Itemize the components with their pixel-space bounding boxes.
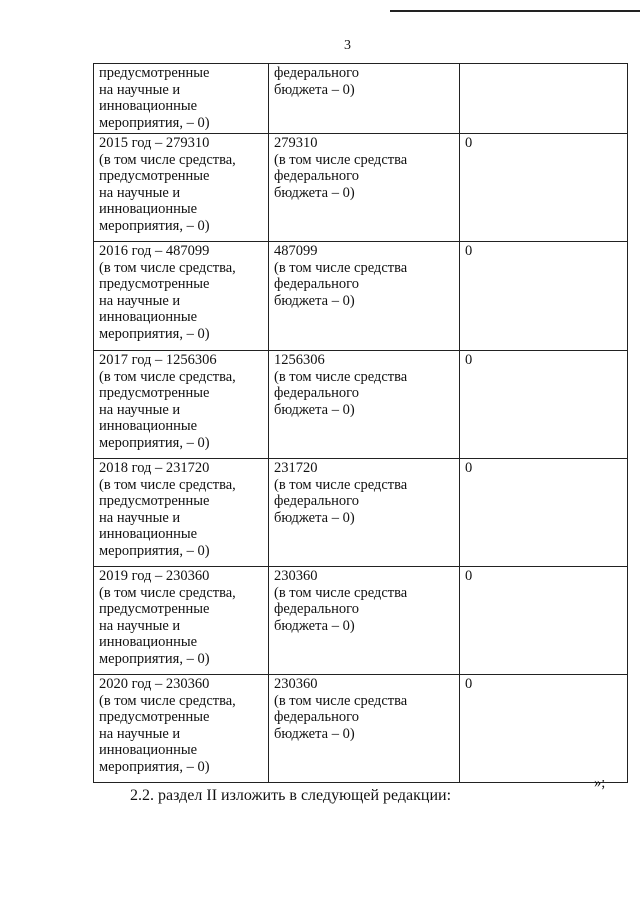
federal-budget-cell [269, 351, 460, 459]
cell-text-line: федерального [274, 709, 359, 725]
top-rule-line [390, 10, 640, 12]
cell-text-line: (в том числе средства, [99, 259, 236, 276]
cell-text-line: федерального [274, 601, 359, 617]
cell-text-line: предусмотренные [99, 276, 210, 292]
table-row [94, 64, 628, 134]
year-total-cell [94, 242, 269, 351]
table-row [94, 351, 628, 459]
cell-text-line: бюджета – 0) [274, 81, 355, 98]
cell-text-line: бюджета – 0) [274, 292, 355, 309]
cell-text-line: (в том числе средства [274, 151, 408, 168]
other-sources-cell: 0 [460, 351, 628, 459]
cell-text-line: (в том числе средства, [99, 476, 236, 493]
cell-text-line: предусмотренные [99, 601, 210, 617]
cell-text-line: мероприятия, – 0) [99, 758, 210, 775]
other-sources-cell: 0 [460, 459, 628, 567]
year-total-cell [94, 459, 269, 567]
cell-text-line: инновационные [99, 634, 198, 650]
federal-budget-cell [269, 459, 460, 567]
cell-text-line: (в том числе средства, [99, 368, 236, 385]
cell-text-line: на научные и [99, 725, 181, 742]
cell-text-line: инновационные [99, 201, 198, 217]
year-total-cell [94, 64, 269, 134]
federal-budget-cell [269, 134, 460, 242]
cell-text-line: федерального [274, 65, 359, 81]
cell-text-line: бюджета – 0) [274, 184, 355, 201]
cell-text-line: бюджета – 0) [274, 725, 355, 742]
cell-text-line: мероприятия, – 0) [99, 114, 210, 131]
cell-text-line: (в том числе средства [274, 584, 408, 601]
cell-text-line: бюджета – 0) [274, 509, 355, 526]
cell-text-line: бюджета – 0) [274, 401, 355, 418]
cell-text-line: 2019 год – 230360 [99, 568, 210, 584]
cell-text-line: (в том числе средства, [99, 584, 236, 601]
other-sources-cell [460, 64, 628, 134]
cell-text-line: бюджета – 0) [274, 617, 355, 634]
federal-budget-cell [269, 567, 460, 675]
other-sources-cell: 0 [460, 242, 628, 351]
cell-text-line: на научные и [99, 617, 181, 634]
table-row [94, 459, 628, 567]
cell-text-line: 487099 [274, 243, 318, 259]
cell-text-line: (в том числе средства [274, 692, 408, 709]
federal-budget-cell [269, 64, 460, 134]
cell-text-line: (в том числе средства [274, 476, 408, 493]
cell-text-line: федерального [274, 168, 359, 184]
cell-text-line: инновационные [99, 742, 198, 758]
cell-text-line: мероприятия, – 0) [99, 434, 210, 451]
cell-text-line: предусмотренные [99, 709, 210, 725]
year-total-cell [94, 134, 269, 242]
cell-text-line: предусмотренные [99, 385, 210, 401]
cell-text-line: инновационные [99, 418, 198, 434]
cell-text-line: инновационные [99, 309, 198, 325]
cell-text-line: мероприятия, – 0) [99, 542, 210, 559]
cell-text-line: на научные и [99, 509, 181, 526]
cell-text-line: (в том числе средства, [99, 151, 236, 168]
section-paragraph: 2.2. раздел II изложить в следующей редакции: [130, 787, 452, 804]
cell-text-line: 231720 [274, 460, 318, 476]
closing-quote: »; [594, 775, 606, 791]
cell-text-line: предусмотренные [99, 65, 210, 81]
page-number: 3 [344, 38, 351, 53]
cell-text-line: федерального [274, 493, 359, 509]
cell-text-line: мероприятия, – 0) [99, 217, 210, 234]
year-total-cell [94, 675, 269, 783]
cell-text-line: федерального [274, 276, 359, 292]
cell-text-line: 2016 год – 487099 [99, 243, 210, 259]
cell-text-line: федерального [274, 385, 359, 401]
cell-text-line: 2018 год – 231720 [99, 460, 210, 476]
table-row [94, 675, 628, 783]
cell-text-line: 230360 [274, 676, 318, 692]
cell-text-line: на научные и [99, 292, 181, 309]
table-row [94, 567, 628, 675]
table-row [94, 134, 628, 242]
other-sources-cell: 0 [460, 134, 628, 242]
cell-text-line: мероприятия, – 0) [99, 650, 210, 667]
cell-text-line: на научные и [99, 184, 181, 201]
cell-text-line: предусмотренные [99, 493, 210, 509]
cell-text-line: на научные и [99, 81, 181, 98]
cell-text-line: 279310 [274, 135, 318, 151]
cell-text-line: инновационные [99, 526, 198, 542]
cell-text-line: мероприятия, – 0) [99, 325, 210, 342]
cell-text-line: 230360 [274, 568, 318, 584]
financing-table [93, 63, 628, 783]
cell-text-line: 2020 год – 230360 [99, 676, 210, 692]
federal-budget-cell [269, 675, 460, 783]
cell-text-line: (в том числе средства [274, 259, 408, 276]
table-row [94, 242, 628, 351]
cell-text-line: 1256306 [274, 352, 325, 368]
other-sources-cell: 0 [460, 675, 628, 783]
cell-text-line: (в том числе средства, [99, 692, 236, 709]
cell-text-line: (в том числе средства [274, 368, 408, 385]
cell-text-line: на научные и [99, 401, 181, 418]
year-total-cell [94, 351, 269, 459]
federal-budget-cell [269, 242, 460, 351]
cell-text-line: 2015 год – 279310 [99, 135, 210, 151]
cell-text-line: предусмотренные [99, 168, 210, 184]
year-total-cell [94, 567, 269, 675]
other-sources-cell: 0 [460, 567, 628, 675]
cell-text-line: 2017 год – 1256306 [99, 352, 217, 368]
cell-text-line: инновационные [99, 98, 198, 114]
